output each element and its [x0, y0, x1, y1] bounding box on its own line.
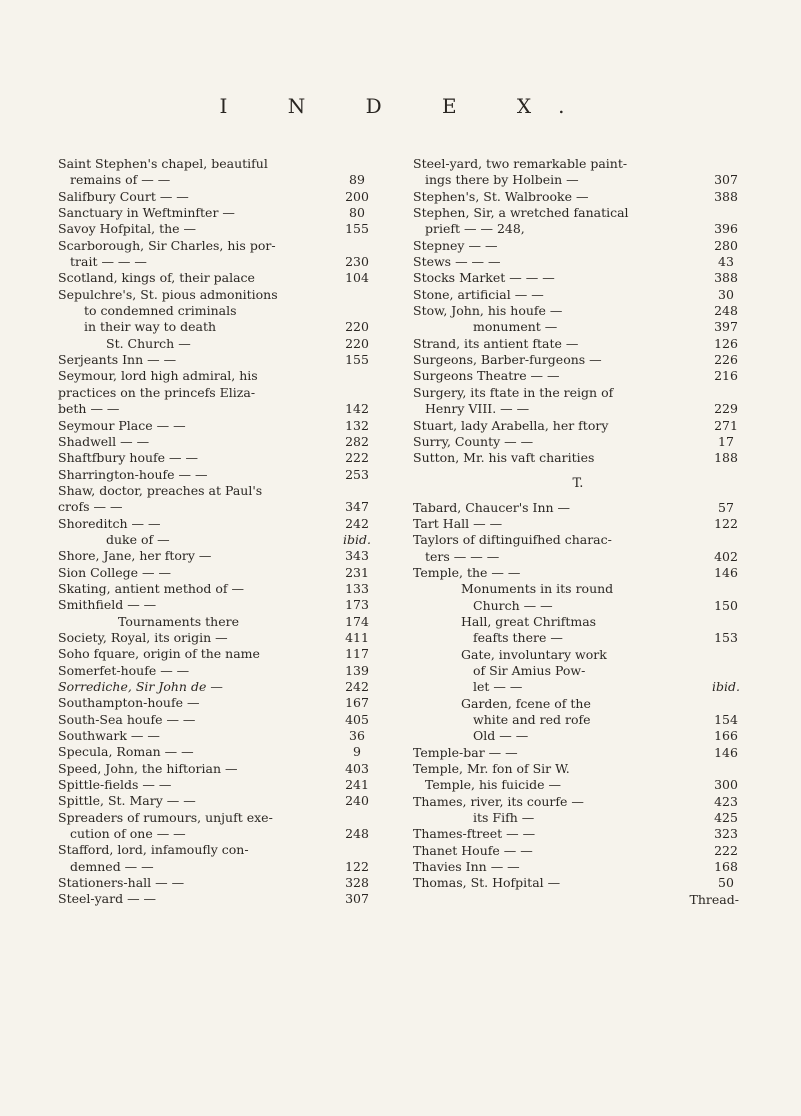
index-entry: [413, 352, 743, 368]
index-entry: [413, 532, 743, 548]
page-number: 222: [714, 842, 738, 858]
page-number: 89: [349, 172, 365, 188]
index-entry: [58, 483, 374, 499]
entry-text: Temple, his fuicide —: [425, 777, 561, 793]
index-entry: [413, 270, 743, 286]
index-entry: [58, 891, 374, 907]
entry-text: Spreaders of rumours, unjuft exe-: [58, 809, 273, 825]
entry-text: Henry VIII. — —: [425, 401, 530, 417]
entry-text: St. Church —: [106, 335, 191, 351]
entry-text: South-Sea houfe — —: [58, 711, 196, 727]
index-entry: [413, 156, 743, 172]
entry-text: Garden, fcene of the: [461, 695, 591, 711]
entry-text: let — —: [473, 679, 523, 695]
index-entry: [413, 401, 743, 417]
page-number: 155: [345, 221, 369, 237]
entry-text: Scotland, kings of, their palace: [58, 270, 255, 286]
entry-text: Savoy Hofpital, the —: [58, 221, 197, 237]
page-heading: I N D E X.: [219, 94, 592, 118]
index-entry: [413, 385, 743, 401]
index-entry: [413, 777, 743, 793]
entry-text: white and red rofe: [473, 712, 591, 727]
entry-text: Temple-bar — —: [413, 744, 518, 760]
index-entry: [413, 172, 743, 188]
page-number: 403: [345, 760, 369, 776]
page-number: 146: [714, 744, 738, 760]
index-entry: [413, 549, 743, 565]
index-entry: [58, 254, 374, 270]
entry-text: Surry, County — —: [413, 433, 534, 449]
entry-text: Stone, artificial — —: [413, 286, 544, 302]
index-entry: [58, 516, 374, 532]
entry-text: Seymour, lord high admiral, his: [58, 368, 258, 384]
entry-text: feafts there —: [473, 630, 563, 646]
entry-text: ters — — —: [425, 548, 500, 564]
index-entry: [58, 467, 374, 483]
index-entry: [58, 319, 374, 335]
entry-text: Sepulchre's, St. pious admonitions: [58, 286, 278, 302]
page-number: 230: [345, 254, 369, 270]
entry-text: in their way to death: [84, 319, 217, 335]
index-entry: [413, 418, 743, 434]
page-number: 168: [714, 859, 738, 875]
page-number: 423: [714, 793, 738, 809]
page-number: 122: [345, 858, 369, 874]
index-entry: [58, 434, 374, 450]
page-number: 411: [345, 629, 369, 645]
page-number: ibid.: [712, 679, 740, 695]
page-number: 222: [345, 450, 369, 466]
index-entry: [58, 238, 374, 254]
entry-text: Church — —: [473, 597, 553, 613]
index-entry: [58, 810, 374, 826]
index-entry: [58, 761, 374, 777]
entry-text: Shoreditch — —: [58, 515, 161, 531]
entry-text: Temple, Mr. fon of Sir W.: [413, 761, 570, 777]
entry-text: Salifbury Court — —: [58, 188, 189, 204]
page-number: 240: [345, 793, 369, 809]
index-entry: [58, 156, 374, 172]
page-number: 155: [345, 352, 369, 368]
entry-text: demned — —: [70, 858, 154, 874]
page-number: 216: [714, 368, 738, 384]
page-number: 139: [345, 662, 369, 678]
entry-text: Tabard, Chaucer's Inn —: [413, 499, 571, 515]
entry-text: Stephen's, St. Walbrooke —: [413, 188, 589, 204]
index-entry: [58, 205, 374, 221]
index-entry: [413, 434, 743, 450]
index-entry: [58, 875, 374, 891]
page-number: 142: [345, 401, 369, 417]
entry-text: Saint Stephen's chapel, beautiful: [58, 156, 268, 171]
page-number: 150: [714, 597, 738, 613]
entry-text: Steel-yard, two remarkable paint-: [413, 156, 628, 171]
index-entry: [58, 646, 374, 662]
index-entry: [413, 745, 743, 761]
page-number: 153: [714, 630, 738, 646]
page-number: 226: [714, 352, 738, 368]
page-number: 200: [345, 188, 369, 204]
index-entry: [58, 336, 374, 352]
left-index-column: [58, 156, 374, 908]
entry-text: Society, Royal, its origin —: [58, 629, 228, 645]
entry-text: prieft — — 248,: [425, 221, 525, 237]
index-entry: [413, 336, 743, 352]
entry-text: Somerfet-houfe — —: [58, 662, 190, 678]
entry-text: Stepney — —: [413, 237, 498, 253]
page-number: 122: [714, 515, 738, 531]
page-number: 132: [345, 417, 369, 433]
index-entry: [413, 319, 743, 335]
page-number: 282: [345, 433, 369, 449]
page-number: 146: [714, 564, 738, 580]
index-entry: [413, 368, 743, 384]
page-number: 307: [714, 172, 738, 188]
index-entry: [413, 663, 743, 679]
page-number: 167: [345, 695, 369, 711]
index-entry: [413, 810, 743, 826]
index-entry: [413, 614, 743, 630]
index-entry: [413, 859, 743, 875]
entry-text: Specula, Roman — —: [58, 744, 194, 760]
entry-text: Surgery, its ftate in the reign of: [413, 384, 614, 400]
entry-text: Spittle, St. Mary — —: [58, 793, 196, 809]
page-number: 300: [714, 777, 738, 793]
entry-text: Monuments in its round: [461, 581, 614, 597]
entry-text: Thames, river, its courfe —: [413, 793, 584, 809]
page-number: 43: [718, 254, 734, 270]
page-number: 388: [714, 188, 738, 204]
index-entry: [413, 679, 743, 695]
entry-text: ings there by Holbein —: [425, 172, 579, 188]
index-entry: [58, 532, 374, 548]
page-number: 397: [714, 319, 738, 335]
index-entry: [58, 221, 374, 237]
entry-text: Shaw, doctor, preaches at Paul's: [58, 482, 263, 498]
index-entry: [413, 598, 743, 614]
index-entry: [58, 565, 374, 581]
index-entry: [413, 287, 743, 303]
entry-text: Stuart, lady Arabella, her ftory: [413, 417, 609, 433]
page-number: 271: [714, 417, 738, 433]
index-entry: [58, 793, 374, 809]
entry-text: monument —: [473, 319, 558, 335]
entry-text: Southampton-houfe —: [58, 695, 200, 711]
index-entry: [413, 238, 743, 254]
index-entry: [413, 826, 743, 842]
page-number: 17: [718, 433, 734, 449]
index-entry: [413, 205, 743, 221]
index-entry: [58, 597, 374, 613]
entry-text: Taylors of diftinguifhed charac-: [413, 532, 612, 548]
entry-text: Scarborough, Sir Charles, his por-: [58, 237, 276, 253]
page-number: 347: [345, 499, 369, 515]
entry-text: to condemned criminals: [84, 303, 237, 319]
entry-text: Seymour Place — —: [58, 417, 186, 433]
index-entry: [413, 565, 743, 581]
index-entry: [413, 500, 743, 516]
entry-text: Speed, John, the hiftorian —: [58, 760, 238, 776]
entry-text: Surgeons, Barber-furgeons —: [413, 352, 602, 368]
index-entry: [413, 581, 743, 597]
page-number: 50: [718, 875, 734, 891]
index-entry: [58, 744, 374, 760]
index-entry: [58, 287, 374, 303]
entry-text: Gate, involuntary work: [461, 646, 607, 662]
index-entry: [413, 843, 743, 859]
index-entry: [413, 630, 743, 646]
entry-text: Sutton, Mr. his vaft charities: [413, 450, 595, 466]
index-entry: [58, 172, 374, 188]
page-number: 242: [345, 515, 369, 531]
entry-text: Sion College — —: [58, 564, 171, 580]
entry-text: Stews — — —: [413, 254, 501, 270]
entry-text: Thomas, St. Hofpital —: [413, 875, 561, 891]
entry-text: Surgeons Theatre — —: [413, 368, 560, 384]
entry-text: trait — — —: [70, 254, 147, 270]
entry-text: Strand, its antient ftate —: [413, 335, 579, 351]
entry-text: crofs — —: [58, 499, 123, 515]
page-number: 248: [345, 826, 369, 842]
entry-text: Old — —: [473, 728, 529, 744]
index-entry: [58, 303, 374, 319]
entry-text: of Sir Amius Pow-: [473, 662, 586, 678]
page-number: 229: [714, 401, 738, 417]
entry-text: Stephen, Sir, a wretched fanatical: [413, 205, 629, 221]
index-entry: [58, 712, 374, 728]
entry-text: Stocks Market — — —: [413, 270, 555, 286]
entry-text: Temple, the — —: [413, 564, 521, 580]
index-entry: [58, 630, 374, 646]
entry-text: Smithfield — —: [58, 597, 157, 613]
index-entry: [58, 189, 374, 205]
page-number: 328: [345, 875, 369, 891]
entry-text: Serjeants Inn — —: [58, 352, 177, 368]
index-entry: [58, 418, 374, 434]
s-entries-continued: [413, 156, 743, 467]
index-entry: [58, 695, 374, 711]
entry-text: Tournaments there: [118, 613, 239, 629]
page-number: 80: [349, 205, 365, 221]
page-number: 117: [345, 646, 369, 662]
entry-text: Thames-ftreet — —: [413, 826, 536, 842]
page-number: 133: [345, 580, 369, 596]
page-number: ibid.: [343, 531, 371, 547]
index-entry: [58, 581, 374, 597]
index-entry: [413, 696, 743, 712]
page-number: 30: [718, 286, 734, 302]
entry-text: Soho fquare, origin of the name: [58, 646, 260, 662]
entry-text: Thavies Inn — —: [413, 859, 520, 875]
index-entry: [58, 270, 374, 286]
page-number: 154: [714, 712, 738, 727]
page-number: 248: [714, 303, 738, 319]
page-number: 220: [345, 319, 369, 335]
page-number: 307: [345, 891, 369, 907]
entry-text: Sanctuary in Weftminfter —: [58, 205, 235, 221]
index-entry: [58, 826, 374, 842]
page-number: 425: [714, 810, 738, 826]
t-entries: [413, 500, 743, 892]
index-entry: [58, 352, 374, 368]
right-index-column: [413, 156, 743, 908]
index-entry: [58, 728, 374, 744]
index-entry: [58, 548, 374, 564]
index-entry: [413, 794, 743, 810]
entry-text: Steel-yard — —: [58, 891, 157, 907]
index-entry: [413, 712, 743, 728]
page-number: 9: [353, 744, 361, 760]
page-number: 241: [345, 777, 369, 793]
page-number: 405: [345, 711, 369, 727]
index-entry: [413, 189, 743, 205]
index-entry: [58, 859, 374, 875]
page-number: 343: [345, 548, 369, 564]
index-entry: [413, 221, 743, 237]
entry-text: remains of — —: [70, 172, 171, 188]
entry-text: beth — —: [58, 401, 120, 417]
entry-text: Thanet Houfe — —: [413, 842, 533, 858]
index-entry: [58, 614, 374, 630]
index-entry: [413, 516, 743, 532]
index-entry: [58, 777, 374, 793]
page-number: 57: [718, 499, 734, 515]
entry-text: duke of —: [106, 531, 170, 547]
index-entry: [58, 401, 374, 417]
index-entry: [58, 450, 374, 466]
index-entry: [413, 254, 743, 270]
index-entry: [413, 647, 743, 663]
index-entry: [413, 728, 743, 744]
entry-text: Stationers-hall — —: [58, 875, 185, 891]
catchword: Thread-: [689, 891, 739, 907]
page-number: 188: [714, 450, 738, 466]
page-number: 104: [345, 270, 369, 286]
page-number: 280: [714, 237, 738, 253]
page-number: 220: [345, 335, 369, 351]
entry-text: Tart Hall — —: [413, 515, 503, 531]
page-number: 166: [714, 728, 738, 744]
entry-text: Sorrediche, Sir John de —: [58, 679, 223, 694]
index-entry: [58, 368, 374, 384]
index-entry: [58, 842, 374, 858]
page-number: 36: [349, 728, 365, 744]
entry-text: Shore, Jane, her ftory —: [58, 548, 212, 564]
entry-text: practices on the princefs Eliza-: [58, 384, 256, 400]
entry-text: its Fifh —: [473, 810, 535, 826]
entry-text: Sharrington-houfe — —: [58, 466, 208, 482]
index-entry: [58, 499, 374, 515]
index-entry: [413, 450, 743, 466]
entry-text: Southwark — —: [58, 728, 160, 744]
entry-text: Shadwell — —: [58, 433, 150, 449]
page-number: 402: [714, 548, 738, 564]
page-number: 388: [714, 270, 738, 286]
page-number: 231: [345, 564, 369, 580]
page-number: 174: [345, 613, 369, 629]
section-letter-t: T.: [572, 475, 584, 491]
index-entry: [413, 875, 743, 891]
entry-text: Spittle-fields — —: [58, 777, 172, 793]
index-entry: [413, 303, 743, 319]
index-entry: [58, 385, 374, 401]
entry-text: Skating, antient method of —: [58, 580, 245, 596]
page-number: 242: [345, 679, 369, 694]
index-entry: [413, 761, 743, 777]
entry-text: Stow, John, his houfe —: [413, 303, 563, 319]
entry-text: Hall, great Chriftmas: [461, 613, 597, 629]
entry-text: Stafford, lord, infamoufly con-: [58, 842, 249, 858]
index-entry: [58, 663, 374, 679]
page-number: 323: [714, 826, 738, 842]
index-entry: [58, 679, 374, 695]
entry-text: Shaftfbury houfe — —: [58, 450, 199, 466]
entry-text: cution of one — —: [70, 826, 186, 842]
page-number: 396: [714, 221, 738, 237]
page-number: 173: [345, 597, 369, 613]
page-number: 253: [345, 466, 369, 482]
page-number: 126: [714, 335, 738, 351]
